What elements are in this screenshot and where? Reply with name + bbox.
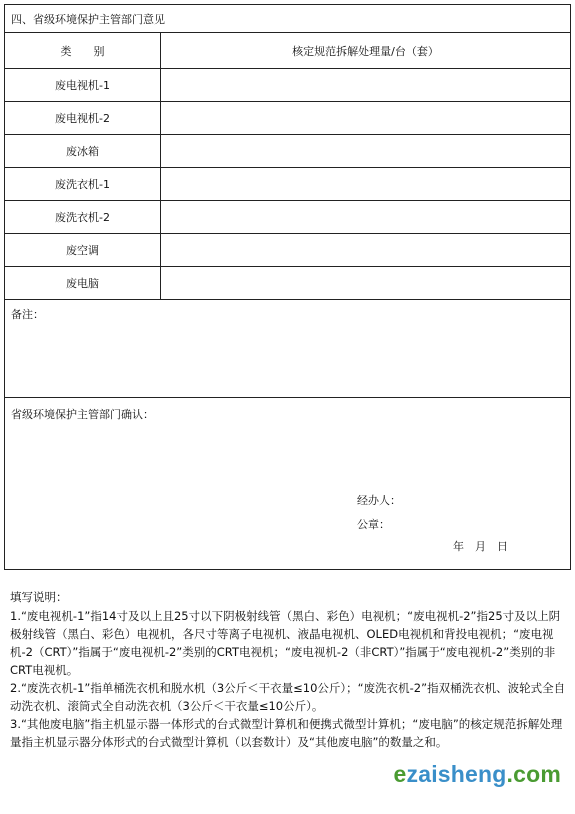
quantity-cell[interactable] [161,267,571,300]
table-row [5,135,571,168]
category-header: 类 别 [5,33,161,69]
quantity-cell[interactable] [161,234,571,267]
approval-form-table [4,4,571,570]
category-cell: 废电视机-2 [5,102,161,135]
category-cell: 废空调 [5,234,161,267]
confirm-label: 省级环境保护主管部门确认： [11,408,154,421]
instructions-title: 填写说明： [10,590,68,604]
category-cell: 废电视机-1 [5,69,161,102]
handler-label: 经办人： [357,494,401,507]
category-cell: 废电脑 [5,267,161,300]
table-row [5,234,571,267]
section-title: 四、省级环境保护主管部门意见 [5,5,571,33]
instruction-item: 1.“废电视机-1”指14寸及以上且25寸以下阴极射线管（黑白、彩色）电视机；“废电视机-2”指25寸及以上阴极射线管（黑白、彩色）电视机，各尺寸等离子电视机、液晶电视机、OLED电视机和背投电视机；“废电视机-2（CRT）”指属于“废电视机-2”类别的CRT电视机；“废电视机-2（非CRT）”指属于“废电视机-2”类别的非CRT电视机。 [10,609,561,677]
remarks-cell[interactable] [5,300,571,398]
category-cell: 废冰箱 [5,135,161,168]
quantity-header: 核定规范拆解处理量/台（套） [161,33,571,69]
remarks-row [5,300,571,398]
confirm-row [5,398,571,570]
section-title-row [5,5,571,33]
date-label: 年 月 日 [453,540,508,553]
site-watermark-logo: ezaisheng.com [393,761,561,787]
quantity-cell[interactable] [161,201,571,234]
instruction-item: 3.“其他废电脑”指主机显示器一体形式的台式微型计算机和便携式微型计算机；“废电脑”的核定规范拆解处理量指主机显示器分体形式的台式微型计算机（以套数计）及“其他废电脑”的数量之和。 [10,717,563,749]
table-header-row [5,33,571,69]
category-cell: 废洗衣机-2 [5,201,161,234]
quantity-cell[interactable] [161,102,571,135]
table-row [5,201,571,234]
instruction-item: 2.“废洗衣机-1”指单桶洗衣机和脱水机（3公斤＜干衣量≤10公斤）；“废洗衣机-2”指双桶洗衣机、波轮式全自动洗衣机、滚筒式全自动洗衣机（3公斤＜干衣量≤10公斤）。 [10,681,566,713]
table-row [5,168,571,201]
seal-label: 公章： [357,518,390,531]
filling-instructions [10,588,566,751]
table-row [5,102,571,135]
table-row [5,69,571,102]
quantity-cell[interactable] [161,69,571,102]
quantity-cell[interactable] [161,135,571,168]
remarks-label: 备注： [11,308,44,321]
category-cell: 废洗衣机-1 [5,168,161,201]
confirm-cell[interactable] [5,398,571,570]
table-row [5,267,571,300]
quantity-cell[interactable] [161,168,571,201]
